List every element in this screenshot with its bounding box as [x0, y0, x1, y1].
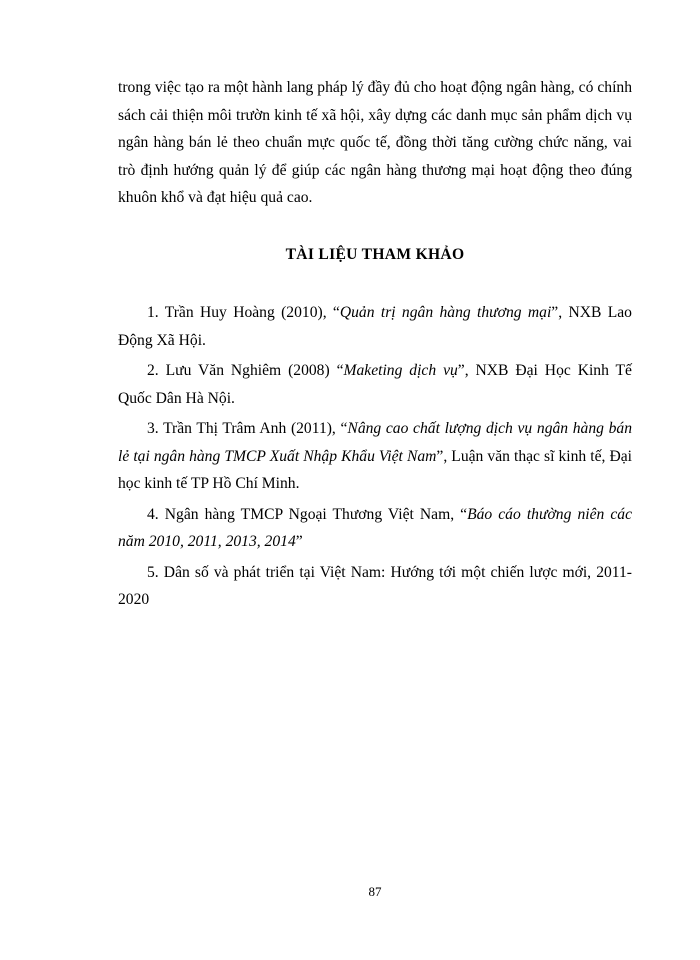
reference-lead: 5. Dân số và phát triển tại Việt Nam: Hướng tới một chiến lược mới, 2011-2020 — [118, 563, 632, 608]
reference-tail: ” — [295, 533, 303, 550]
reference-tail: ”, Luận văn thạc sĩ kinh tế, Đại học kinh tế TP Hồ Chí Minh. — [118, 447, 632, 492]
reference-item — [118, 357, 632, 412]
reference-lead: 2. Lưu Văn Nghiêm (2008) “ — [147, 362, 344, 379]
reference-lead: 3. Trần Thị Trâm Anh (2011), “ — [147, 420, 348, 437]
reference-title: Nâng cao chất lượng dịch vụ ngân hàng bán lẻ tại ngân hàng TMCP Xuất Nhập Khẩu Việt Nam — [118, 420, 632, 465]
body-paragraph: trong việc tạo ra một hành lang pháp lý đầy đủ cho hoạt động ngân hàng, có chính sách cải thiện môi trườn kinh tế xã hội, xây dựng các danh mục sản phẩm dịch vụ ngân hàng bán lẻ theo chuẩn mực quốc tế, đồng thời tăng cường chức năng, vai trò định hướng quản lý để giúp các ngân hàng thương mại hoạt động theo đúng khuôn khổ và đạt hiệu quả cao. — [118, 79, 632, 206]
reference-lead: 1. Trần Huy Hoàng (2010), “ — [147, 304, 340, 321]
reference-title: Quản trị ngân hàng thương mại — [339, 304, 552, 321]
reference-item — [118, 299, 632, 354]
reference-title: Maketing dịch vụ — [343, 362, 458, 379]
reference-title: Báo cáo thường niên các năm 2010, 2011, 2013, 2014 — [118, 505, 632, 550]
reference-item — [118, 415, 632, 498]
reference-item — [118, 501, 632, 556]
reference-list — [118, 299, 632, 617]
reference-lead: 4. Ngân hàng TMCP Ngoại Thương Việt Nam, “ — [147, 505, 468, 523]
reference-item — [118, 559, 632, 614]
reference-tail: ”, NXB Lao Động Xã Hội. — [118, 304, 632, 349]
references-heading: TÀI LIỆU THAM KHẢO — [285, 246, 465, 263]
page-number: 87 — [368, 884, 382, 899]
reference-tail: ”, NXB Đại Học Kinh Tế Quốc Dân Hà Nội. — [118, 362, 632, 407]
